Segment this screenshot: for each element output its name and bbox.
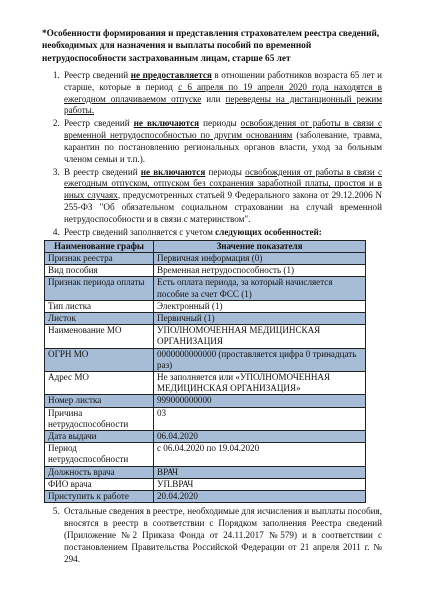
field-value-cell: Первичный (1) xyxy=(154,312,366,324)
list-item-4: 4. Реестр сведений заполняется с учетом следующих особенностей: Наименование графы Значение показателя Признак реестра Первичная информация (0) Вид пособия Временная нетрудоспособность (1) Признак периода оплаты Есть оплата периода, за который начисляется пособие за счет ФСС (1) Тип листка Электронный (1) Листок Первичный (1) Наименование МО УПОЛНОМОЧЕННАЯ МЕДИЦИНСКАЯ ОРГАНИЗАЦИЯ ОГРН МО 0000000000000 (проставляется цифра 0 тринадцать раз) Адрес МО Не заполняется или «УПОЛНОМОЧЕННАЯ МЕДИЦИНСКАЯ ОРГАНИЗАЦИЯ» Номер листка 999000000000 Причина нетрудоспособности 03 Дата выдачи 06.04.2020 Период нетрудоспособности с 06.04.2020 по 19.04.2020 Должность врача ВРАЧ ФИО врача УП.ВРАЧ Приступить к работе 20.04.2020 xyxy=(62,227,382,503)
field-name-cell: Причина нетрудоспособности xyxy=(45,407,154,430)
field-value-cell: Электронный (1) xyxy=(154,300,366,312)
list-item-3: 3. В реестр сведений не включаются периоды освобождения от работы в связи с ежегодным отпуском, отпуском без сохранения заработной платы, простоя и в иных случаях, предусмотренных статьей 9 Федерального закона от 29.12.2006 N 255-ФЗ "Об обязательном социальном страховании на случай временной нетрудоспособности и в связи с материнством". xyxy=(62,167,382,226)
table-row xyxy=(45,478,366,490)
field-name-cell: Листок xyxy=(45,312,154,324)
table-header-row xyxy=(45,240,366,252)
column-header-field: Наименование графы xyxy=(45,240,154,252)
field-name-cell: Наименование МО xyxy=(45,325,154,348)
column-header-value: Значение показателя xyxy=(154,240,366,252)
table-row xyxy=(45,443,366,466)
table-row xyxy=(45,252,366,264)
field-value-cell: 06.04.2020 xyxy=(154,430,366,442)
field-name-cell: Тип листка xyxy=(45,300,154,312)
field-name-cell: ОГРН МО xyxy=(45,348,154,371)
field-name-cell: Признак реестра xyxy=(45,252,154,264)
table-row xyxy=(45,348,366,371)
field-value-cell: УП.ВРАЧ xyxy=(154,478,366,490)
table-row xyxy=(45,430,366,442)
field-name-cell: Период нетрудоспособности xyxy=(45,443,154,466)
table-row xyxy=(45,277,366,300)
field-value-cell: ВРАЧ xyxy=(154,466,366,478)
list-item-5: 5. Остальные сведения в реестре, необходимые для исчисления и выплаты пособия, вносятся в реестр в соответствии с Порядком заполнения Реестра сведений (Приложение №2 Приказа Фонда от 24.11.2017 №579) и в соответствии с постановлением Правительства Российской Федерации от 21 апреля 2011 г. № 294. xyxy=(62,506,382,565)
field-value-cell: УПОЛНОМОЧЕННАЯ МЕДИЦИНСКАЯ ОРГАНИЗАЦИЯ xyxy=(154,325,366,348)
field-value-cell: 03 xyxy=(154,407,366,430)
fields-table xyxy=(44,240,366,503)
field-value-cell: Есть оплата периода, за который начисляется пособие за счет ФСС (1) xyxy=(154,277,366,300)
field-name-cell: Номер листка xyxy=(45,395,154,407)
table-row xyxy=(45,407,366,430)
document-title: *Особенности формирования и представления страхователем реестра сведений, необходимых для назначения и выплаты пособий по временной нетрудоспособности застрахованным лицам, старше 65 лет xyxy=(42,29,380,64)
table-row xyxy=(45,490,366,502)
field-value-cell: 20.04.2020 xyxy=(154,490,366,502)
field-name-cell: Адрес МО xyxy=(45,371,154,394)
table-row xyxy=(45,395,366,407)
list-item-2: 2. Реестр сведений не включаются периоды освобождения от работы в связи с временной нетрудоспособностью по другим основаниям (заболевание, травма, карантин по постановлению региональных органов власти, уход за больным членом семьи и т.п.). xyxy=(62,118,382,165)
table-row xyxy=(45,466,366,478)
list-item-1: 1. Реестр сведений не предоставляется в отношении работников возраста 65 лет и старше, которые в период с 6 апреля по 19 апреля 2020 года находятся в ежегодном оплачиваемом отпуске или переведены на дистанционный режим работы. xyxy=(62,70,382,117)
field-name-cell: Должность врача xyxy=(45,466,154,478)
table-row xyxy=(45,371,366,394)
table-row xyxy=(45,325,366,348)
field-value-cell: Временная нетрудоспособность (1) xyxy=(154,265,366,277)
features-list xyxy=(42,70,382,566)
table-row xyxy=(45,265,366,277)
field-value-cell: Первичная информация (0) xyxy=(154,252,366,264)
field-name-cell: Признак периода оплаты xyxy=(45,277,154,300)
field-value-cell: с 06.04.2020 по 19.04.2020 xyxy=(154,443,366,466)
field-value-cell: Не заполняется или «УПОЛНОМОЧЕННАЯ МЕДИЦИНСКАЯ ОРГАНИЗАЦИЯ» xyxy=(154,371,366,394)
table-row xyxy=(45,300,366,312)
table-row xyxy=(45,312,366,324)
field-value-cell: 999000000000 xyxy=(154,395,366,407)
field-value-cell: 0000000000000 (проставляется цифра 0 тринадцать раз) xyxy=(154,348,366,371)
field-name-cell: Вид пособия xyxy=(45,265,154,277)
field-name-cell: Дата выдачи xyxy=(45,430,154,442)
field-name-cell: Приступить к работе xyxy=(45,490,154,502)
field-name-cell: ФИО врача xyxy=(45,478,154,490)
